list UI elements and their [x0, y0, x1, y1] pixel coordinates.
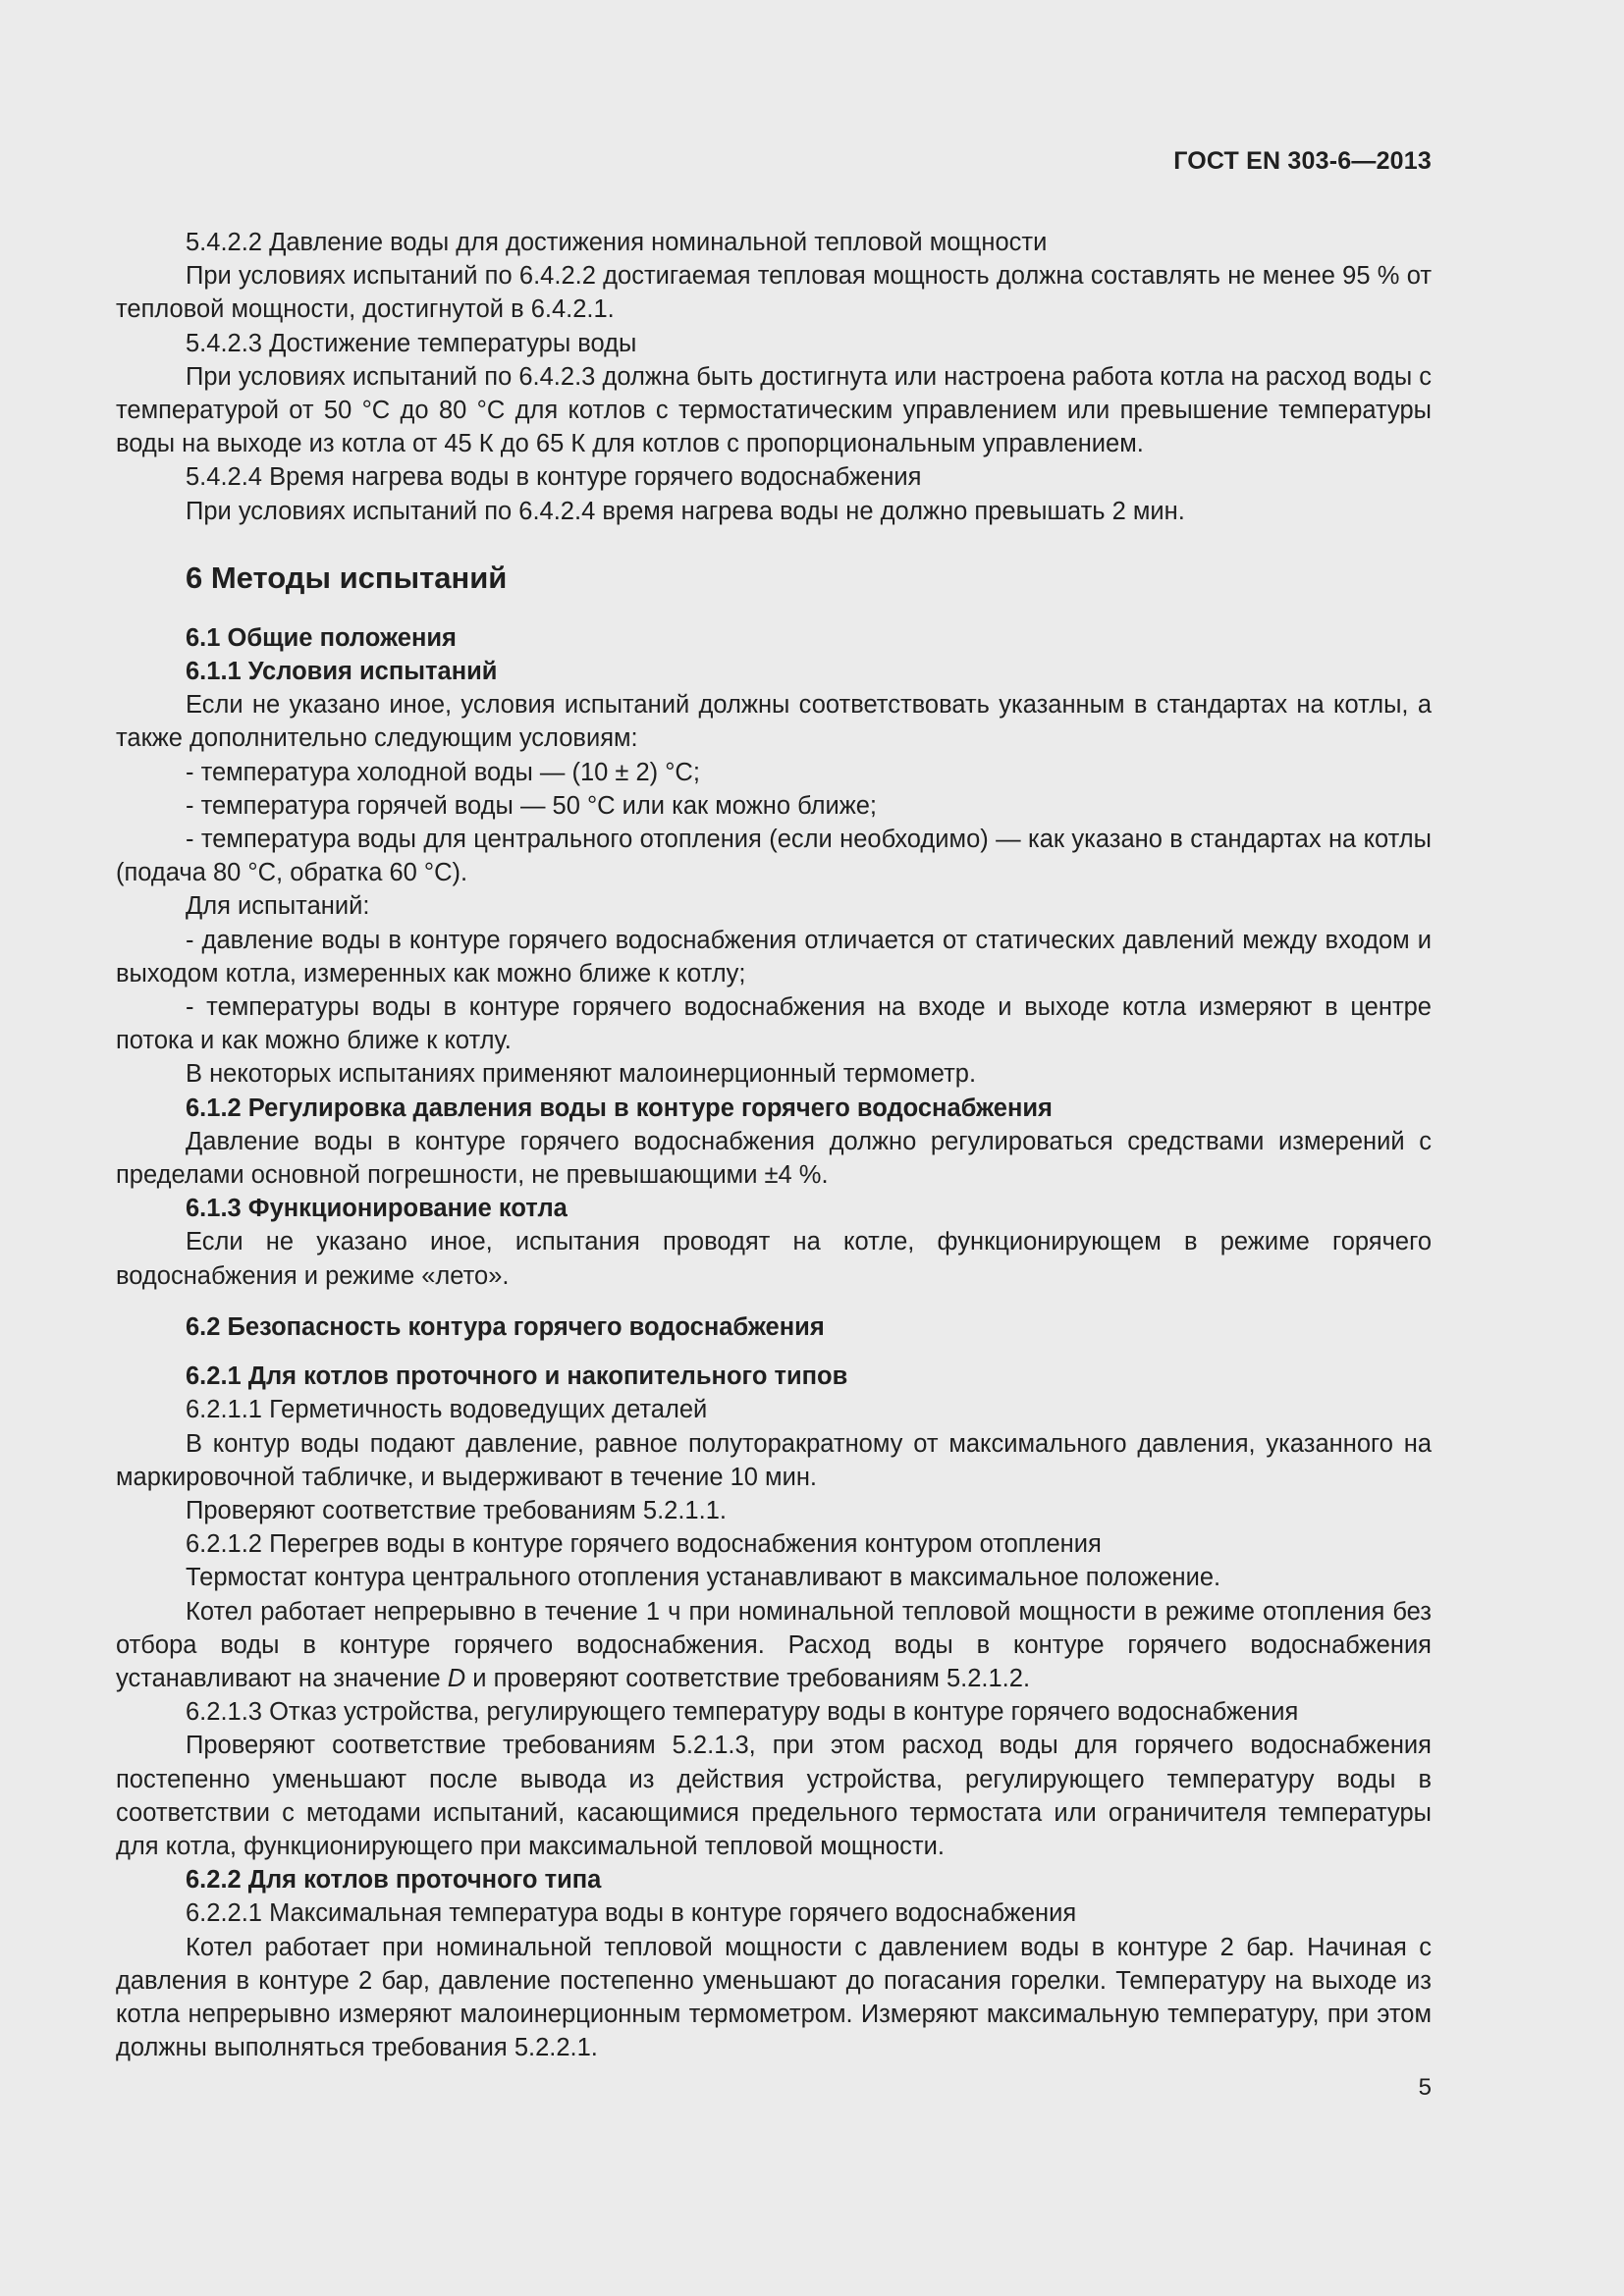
- paragraph: Термостат контура центрального отопления устанавливают в максимальное положение.: [186, 1564, 1221, 1592]
- paragraph: В контур воды подают давление, равное полуторакратному от максимального давления, указанного на маркировочной табличке, и выдерживают в течение 10 мин.: [116, 1429, 1432, 1491]
- clause-6-2-2-1-title: 6.2.2.1 Максимальная температура воды в контуре горячего водоснабжения: [186, 1899, 1077, 1928]
- paragraph: Котел работает при номинальной тепловой мощности с давлением воды в контуре 2 бар. Начиная с давления в контуре 2 бар, давление постепенно уменьшают до погасания горелки. Температуру на выходе из котла непрерывно измеряют малоинерционным термометром. Измеряют максимальную температуру, при этом должны выполняться требования 5.2.2.1.: [116, 1933, 1432, 2062]
- document-header-code: ГОСТ EN 303-6—2013: [1173, 147, 1432, 175]
- document-body: [116, 226, 1432, 2064]
- clause-5-4-2-2-title: 5.4.2.2 Давление воды для достижения номинальной тепловой мощности: [186, 229, 1048, 256]
- subsection-6-2-1-heading: 6.2.1 Для котлов проточного и накопительного типов: [186, 1362, 848, 1391]
- paragraph: Проверяют соответствие требованиям 5.2.1.1.: [186, 1496, 727, 1524]
- clause-6-2-1-2-title: 6.2.1.2 Перегрев воды в контуре горячего водоснабжения контуром отопления: [186, 1530, 1102, 1559]
- list-item: - температура холодной воды — (10 ± 2) °С;: [186, 758, 700, 786]
- subsection-6-1-3-heading: 6.1.3 Функционирование котла: [186, 1195, 568, 1223]
- clause-6-2-1-3-title: 6.2.1.3 Отказ устройства, регулирующего температуру воды в контуре горячего водоснабжения: [186, 1698, 1299, 1727]
- paragraph: Проверяют соответствие требованиям 5.2.1.3, при этом расход воды для горячего водоснабжения постепенно уменьшают после вывода из действия устройства, регулирующего температуру воды в соответствии с методами испытаний, касающимися предельного термостата или ограничителя температуры для котла, функционирующего при максимальной тепловой мощности.: [116, 1732, 1432, 1860]
- paragraph: Давление воды в контуре горячего водоснабжения должно регулироваться средствами измерений с пределами основной погрешности, не превышающими ±4 %.: [116, 1127, 1432, 1190]
- section-6-heading: 6 Методы испытаний: [186, 560, 508, 595]
- page-number: 5: [1418, 2074, 1432, 2101]
- subsection-6-1-2-heading: 6.1.2 Регулировка давления воды в контуре горячего водоснабжения: [186, 1094, 1053, 1122]
- variable-d: D: [447, 1664, 466, 1692]
- list-item: - давление воды в контуре горячего водоснабжения отличается от статических давлений между входом и выходом котла, измеренных как можно ближе к котлу;: [116, 926, 1432, 988]
- subsection-6-2-heading: 6.2 Безопасность контура горячего водоснабжения: [186, 1312, 825, 1341]
- paragraph: Если не указано иное, испытания проводят на котле, функционирующем в режиме горячего водоснабжения и режиме «лето».: [116, 1228, 1432, 1290]
- paragraph: В некоторых испытаниях применяют малоинерционный термометр.: [186, 1060, 977, 1089]
- subsection-6-2-2-heading: 6.2.2 Для котлов проточного типа: [186, 1866, 602, 1895]
- paragraph: При условиях испытаний по 6.4.2.4 время нагрева воды не должно превышать 2 мин.: [186, 497, 1185, 525]
- clause-5-4-2-3-title: 5.4.2.3 Достижение температуры воды: [186, 329, 637, 357]
- list-item: - температура горячей воды — 50 °С или как можно ближе;: [186, 791, 878, 820]
- clause-5-4-2-4-title: 5.4.2.4 Время нагрева воды в контуре горячего водоснабжения: [186, 463, 922, 492]
- subsection-6-1-1-heading: 6.1.1 Условия испытаний: [186, 658, 498, 686]
- paragraph: При условиях испытаний по 6.4.2.3 должна быть достигнута или настроена работа котла на расход воды с температурой от 50 °С до 80 °С для котлов с термостатическим управлением или превышение температуры воды на выходе из котла от 45 К до 65 К для котлов с пропорциональным управлением.: [116, 362, 1432, 458]
- paragraph-text: и проверяют соответствие требованиям 5.2.1.2.: [472, 1664, 1031, 1692]
- paragraph: [116, 1595, 1432, 1696]
- subsection-6-1-heading: 6.1 Общие положения: [186, 623, 457, 652]
- paragraph: Для испытаний:: [186, 892, 370, 921]
- paragraph: При условиях испытаний по 6.4.2.2 достигаемая тепловая мощность должна составлять не менее 95 % от тепловой мощности, достигнутой в 6.4.2.1.: [116, 262, 1432, 324]
- paragraph: Если не указано иное, условия испытаний должны соответствовать указанным в стандартах на котлы, а также дополнительно следующим условиям:: [116, 691, 1432, 753]
- clause-6-2-1-1-title: 6.2.1.1 Герметичность водоведущих деталей: [186, 1396, 708, 1424]
- list-item: - температура воды для центрального отопления (если необходимо) — как указано в стандартах на котлы (подача 80 °С, обратка 60 °С).: [116, 826, 1432, 887]
- list-item: - температуры воды в контуре горячего водоснабжения на входе и выходе котла измеряют в центре потока и как можно ближе к котлу.: [116, 993, 1432, 1055]
- paragraph-text: Котел работает непрерывно в течение 1 ч при номинальной тепловой мощности в режиме отопления без отбора воды в контуре горячего водоснабжения. Расход воды в контуре горячего водоснабжения устанавливают на значение: [116, 1597, 1432, 1692]
